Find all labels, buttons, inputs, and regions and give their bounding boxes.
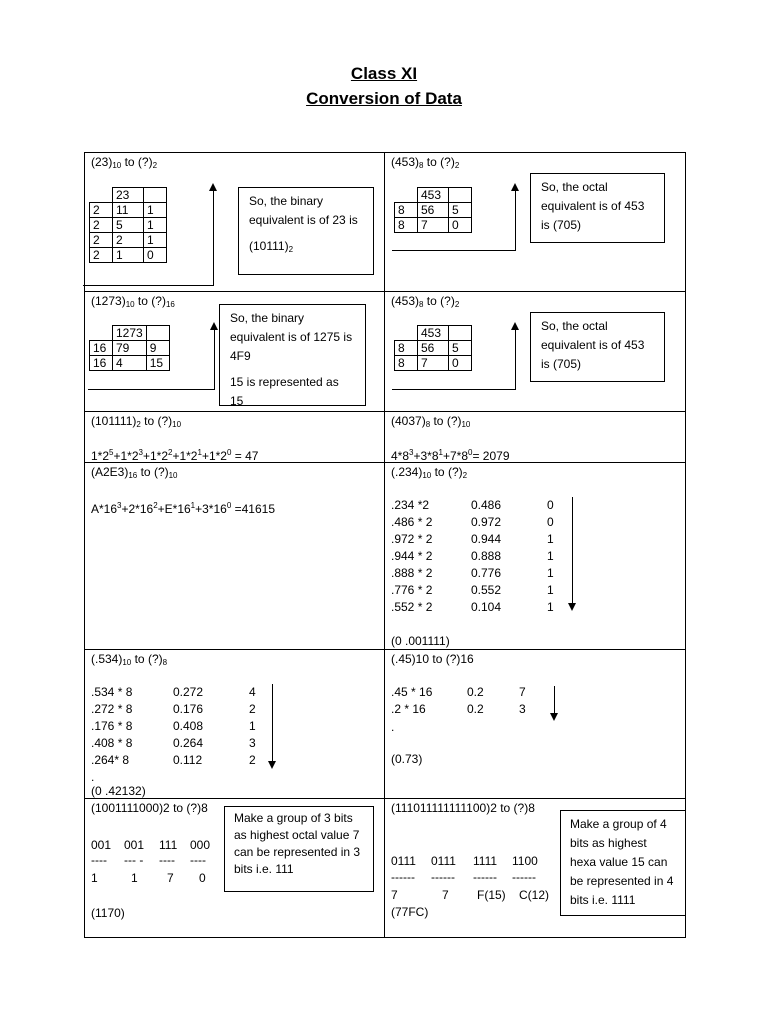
step-value: 3	[249, 736, 256, 750]
c11-group-1: 001	[91, 838, 112, 852]
step-value: 0.104	[471, 600, 502, 614]
division-row	[395, 326, 472, 341]
c12-note: Make a group of 4 bits as highest hexa value 15 can be represented in 4 bits i.e. 1111	[560, 810, 686, 916]
division-cell: 8	[395, 356, 418, 371]
c3-division-table	[89, 325, 170, 371]
step-value: 0.264	[173, 736, 204, 750]
c4-note: So, the octal equivalent is of 453 is (705)	[530, 312, 665, 382]
division-cell: 79	[113, 341, 147, 356]
c11-result: (1170)	[91, 906, 125, 920]
division-cell: 15	[146, 356, 169, 371]
c11-dash-4: ----	[190, 853, 206, 867]
step-value: .2 * 16	[391, 702, 426, 716]
division-cell: 7	[418, 218, 449, 233]
step-value: .776 * 2	[391, 583, 433, 597]
step-value: 0.272	[173, 685, 204, 699]
c12-digit-3: F(15)	[477, 888, 506, 902]
c12-dash-4: ------	[512, 870, 536, 884]
division-cell: 1273	[113, 326, 147, 341]
division-cell: 2	[90, 203, 113, 218]
step-value: 1	[547, 549, 554, 563]
step-value: 7	[519, 685, 526, 699]
step-value: .552 * 2	[391, 600, 433, 614]
c10-result: (0.73)	[391, 752, 423, 766]
step-value: .534 * 8	[91, 685, 133, 699]
c8-heading: $(.234)_{10}$ to $(?)_2$	[391, 465, 468, 480]
division-cell: 16	[90, 341, 113, 356]
division-row	[395, 203, 472, 218]
step-value: 0	[547, 515, 554, 529]
division-cell: 1	[144, 218, 167, 233]
division-cell	[90, 326, 113, 341]
division-cell: 4	[113, 356, 147, 371]
step-value: 2	[249, 702, 256, 716]
step-value: .888 * 2	[391, 566, 433, 580]
page-subtitle: Conversion of Data	[306, 89, 462, 108]
division-cell: 5	[449, 203, 472, 218]
cell-c9	[84, 649, 385, 799]
division-cell: 5	[449, 341, 472, 356]
step-value: 0.176	[173, 702, 204, 716]
step-value: .408 * 8	[91, 736, 133, 750]
c12-dash-2: ------	[431, 870, 455, 884]
division-cell: 23	[113, 188, 144, 203]
c12-digit-2: 7	[442, 888, 449, 902]
step-value: 0.888	[471, 549, 502, 563]
cell-c10	[384, 649, 686, 799]
division-cell: 8	[395, 218, 418, 233]
division-cell: 2	[90, 233, 113, 248]
division-cell: 11	[113, 203, 144, 218]
step-value: 1	[249, 719, 256, 733]
division-cell	[395, 188, 418, 203]
c1-heading: $(23)_{10}$ to $(?)_2$	[91, 155, 158, 170]
division-cell: 0	[449, 356, 472, 371]
step-value: 0	[547, 498, 554, 512]
cell-c3	[84, 291, 385, 412]
c7-heading: $(A2E3)_{16}$ to $(?)_{10}$	[91, 465, 178, 480]
division-row	[395, 356, 472, 371]
division-cell: 16	[90, 356, 113, 371]
division-cell: 0	[144, 248, 167, 263]
step-value: 1	[547, 600, 554, 614]
c11-dash-2: --- -	[124, 853, 144, 867]
division-cell: 1	[113, 248, 144, 263]
step-value: 0.2	[467, 685, 484, 699]
division-cell: 9	[146, 341, 169, 356]
c9-result: (0 .42132)	[91, 784, 146, 798]
c11-dash-3: ----	[159, 853, 175, 867]
cell-c2	[384, 152, 686, 292]
division-row	[90, 356, 170, 371]
division-cell: 2	[90, 218, 113, 233]
c12-group-3: 1111	[473, 854, 498, 868]
division-row	[395, 218, 472, 233]
c2-note: So, the octal equivalent is of 453 is (705)	[530, 173, 665, 243]
c12-digit-1: 7	[391, 888, 398, 902]
cell-c1	[84, 152, 385, 292]
division-cell	[90, 188, 113, 203]
c6-expansion: $4*8^3+3*8^1+7*8^0= 2079$	[391, 448, 510, 463]
c10-heading: (.45)10 to (?)16	[391, 652, 474, 666]
c11-digit-1: 1	[91, 871, 98, 885]
division-cell: 1	[144, 203, 167, 218]
division-cell: 8	[395, 203, 418, 218]
c9-dot: .	[91, 770, 95, 784]
division-cell	[144, 188, 167, 203]
division-cell	[146, 326, 169, 341]
step-value: 0.408	[173, 719, 204, 733]
c11-digit-3: 7	[167, 871, 174, 885]
division-cell: 453	[418, 326, 449, 341]
c12-heading: (111011111111100)2 to (?)8	[391, 801, 535, 815]
c5-expansion: $1*2^5+1*2^3+1*2^2+1*2^1+1*2^0 = 47$	[91, 448, 259, 463]
step-value: 0.944	[471, 532, 502, 546]
cell-c5	[84, 411, 385, 463]
c3-note: So, the binary equivalent is of 1275 is 4F9 15 is represented as 15	[219, 304, 366, 406]
c9-heading: $(.534)_{10}$ to $(?)_8$	[91, 652, 168, 667]
division-cell	[449, 188, 472, 203]
division-cell: 5	[113, 218, 144, 233]
cell-c6	[384, 411, 686, 463]
division-cell: 8	[395, 341, 418, 356]
division-row	[395, 341, 472, 356]
step-value: 3	[519, 702, 526, 716]
step-value: 0.552	[471, 583, 502, 597]
c11-group-2: 001	[124, 838, 145, 852]
division-row	[90, 218, 167, 233]
division-cell	[449, 326, 472, 341]
division-row	[90, 326, 170, 341]
division-cell: 56	[418, 203, 449, 218]
cell-c11	[84, 798, 385, 938]
c12-dash-3: ------	[473, 870, 497, 884]
c11-heading: (1001111000)2 to (?)8	[91, 801, 208, 815]
c11-digit-2: 1	[131, 871, 138, 885]
division-cell: 2	[113, 233, 144, 248]
division-row	[90, 203, 167, 218]
c4-heading: $(453)_8$ to $(?)_2$	[391, 294, 460, 309]
c12-group-2: 0111	[431, 854, 456, 868]
page-title: Class XI	[350, 64, 418, 83]
c1-note: So, the binary equivalent is of 23 is $(10111)_2$	[238, 187, 374, 275]
c4-division-table	[394, 325, 472, 371]
division-row	[395, 188, 472, 203]
division-cell	[395, 326, 418, 341]
cell-c12	[384, 798, 686, 938]
division-cell: 56	[418, 341, 449, 356]
c3-heading: $(1273)_{10}$ to $(?)_{16}$	[91, 294, 175, 309]
c12-digit-4: C(12)	[519, 888, 550, 902]
step-value: 0.486	[471, 498, 502, 512]
c11-group-3: 111	[159, 838, 178, 852]
step-value: .972 * 2	[391, 532, 433, 546]
division-row	[90, 341, 170, 356]
cell-c4	[384, 291, 686, 412]
c6-heading: $(4037)_8$ to $(?)_{10}$	[391, 414, 471, 429]
division-row	[90, 188, 167, 203]
c5-heading: $(101111)_2$ to $(?)_{10}$	[91, 414, 182, 429]
c7-expansion: $A*16^3+2*16^2+E*16^1+3*16^0 =41615$	[91, 501, 275, 516]
cell-c7	[84, 462, 385, 650]
division-row	[90, 233, 167, 248]
c2-heading: $(453)_8$ to $(?)_2$	[391, 155, 460, 170]
step-value: .264* 8	[91, 753, 130, 767]
step-value: .234 *2	[391, 498, 430, 512]
c11-note: Make a group of 3 bits as highest octal value 7 can be represented in 3 bits i.e. 111	[224, 806, 374, 892]
c1-division-table	[89, 187, 167, 263]
c11-group-4: 000	[190, 838, 211, 852]
c12-group-1: 0111	[391, 854, 416, 868]
c12-dash-1: ------	[391, 870, 415, 884]
c8-result: (0 .001111)	[391, 634, 450, 648]
c10-dot: .	[391, 720, 395, 734]
step-value: 0.2	[467, 702, 484, 716]
division-cell: 7	[418, 356, 449, 371]
step-value: 2	[249, 753, 256, 767]
division-cell: 453	[418, 188, 449, 203]
step-value: .45 * 16	[391, 685, 433, 699]
step-value: .176 * 8	[91, 719, 133, 733]
c2-division-table	[394, 187, 472, 233]
c11-digit-4: 0	[199, 871, 206, 885]
c12-result: (77FC)	[391, 905, 429, 919]
step-value: 0.776	[471, 566, 502, 580]
division-row	[90, 248, 167, 263]
step-value: 0.972	[471, 515, 502, 529]
division-cell: 1	[144, 233, 167, 248]
step-value: 1	[547, 583, 554, 597]
step-value: .272 * 8	[91, 702, 133, 716]
step-value: .944 * 2	[391, 549, 433, 563]
step-value: 0.112	[173, 753, 203, 767]
step-value: 1	[547, 566, 554, 580]
step-value: 4	[249, 685, 256, 699]
c11-dash-1: ----	[91, 853, 107, 867]
division-cell: 0	[449, 218, 472, 233]
step-value: 1	[547, 532, 554, 546]
division-cell: 2	[90, 248, 113, 263]
cell-c8	[384, 462, 686, 650]
step-value: .486 * 2	[391, 515, 433, 529]
c12-group-4: 1100	[512, 854, 538, 868]
